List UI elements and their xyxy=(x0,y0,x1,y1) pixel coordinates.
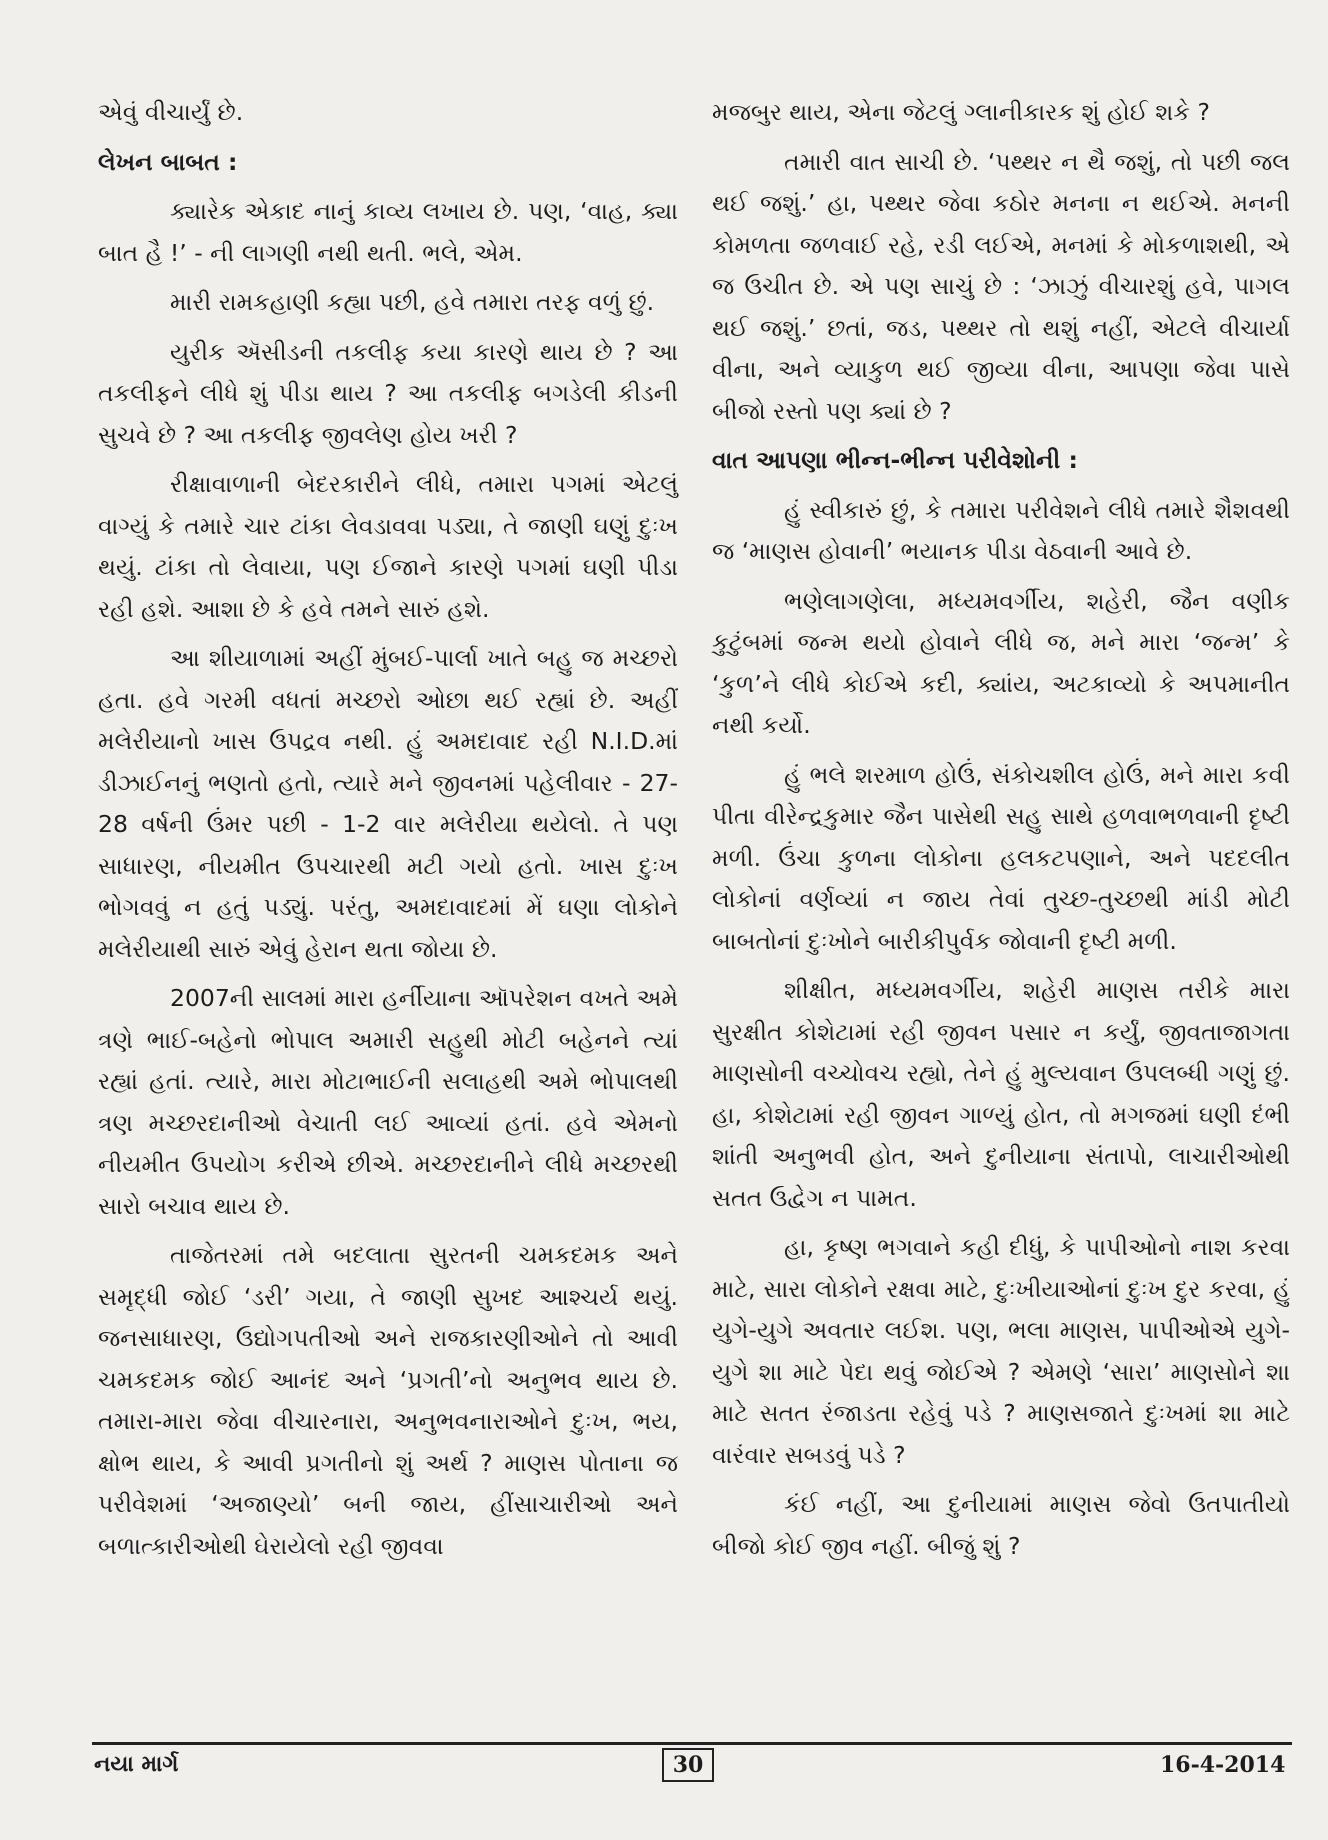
paragraph: રીક્ષાવાળાની બેદરકારીને લીધે, તમારા પગમાં એટલું વાગ્યું કે તમારે ચાર ટાંકા લેવડાવવા પડ્યા, તે જાણી ઘણું દુઃખ થયું. ટાંકા તો લેવાયા, પણ ઈજાને કારણે પગમાં ઘણી પીડા રહી હશે. આશા છે કે હવે તમને સારું હશે. xyxy=(98,470,678,623)
paragraph: ક્યારેક એકાદ નાનું કાવ્ય લખાય છે. પણ, ‘વાહ, ક્યા બાત હૈ !’ - ની લાગણી નથી થતી. ભલે, એમ. xyxy=(98,197,678,267)
paragraph: આ શીયાળામાં અહીં મુંબઈ-પાર્લા ખાતે બહુ જ મચ્છરો હતા. હવે ગરમી વધતાં મચ્છરો ઓછા થઈ રહ્યાં છે. અહીં મલેરીયાનો ખાસ ઉપદ્રવ નથી. હું અમદાવાદ રહી N.I.D.માં ડીઝાઈનનું ભણતો હતો, ત્યારે મને જીવનમાં પહેલીવાર - 27-28 વર્ષની ઉંમર પછી - 1-2 વાર મલેરીયા થયેલો. તે પણ સાધારણ, નીયમીત ઉપચારથી મટી ગયો હતો. ખાસ દુઃખ ભોગવવું ન હતું પડ્યું. પરંતુ, અમદાવાદમાં મેં ઘણા લોકોને મલેરીયાથી સારું એવું હેરાન થતા જોયા છે. xyxy=(98,644,678,963)
paragraph: તમારી વાત સાચી છે. ‘પથ્થર ન થૈ જશું, તો પછી જલ થઈ જશું.’ હા, પથ્થર જેવા કઠોર મનના ન થઈએ. મનની કોમળતા જળવાઈ રહે, રડી લઈએ, મનમાં કે મોકળાશથી, એ જ ઉચીત છે. એ પણ સાચું છે : ‘ઝાઝું વીચારશું હવે, પાગલ થઈ જશું.’ છતાં, જડ, પથ્થર તો થશું નહીં, એટલે વીચાર્યા વીના, અને વ્યાકુળ થઈ જીવ્યા વીના, આપણા જેવા પાસે બીજો રસ્તો પણ ક્યાં છે ? xyxy=(712,147,1290,425)
paragraph: શીક્ષીત, મધ્યમવર્ગીય, શહેરી માણસ તરીકે મારા સુરક્ષીત કોશેટામાં રહી જીવન પસાર ન કર્યું, જીવતાજાગતા માણસોની વચ્ચોવચ રહ્યો, તેને હું મુલ્યવાન ઉપલબ્ધી ગણું છું. હા, કોશેટામાં રહી જીવન ગાળ્યું હોત, તો મગજમાં ઘણી દંભી શાંતી અનુભવી હોત, અને દુનીયાના સંતાપો, લાચારીઓથી સતત ઉદ્વેગ ન પામત. xyxy=(712,976,1290,1212)
footer-divider xyxy=(92,1742,1292,1745)
section-heading: લેખન બાબત : xyxy=(98,147,238,176)
left-column xyxy=(98,92,678,1575)
paragraph: હું ભલે શરમાળ હોઉં, સંકોચશીલ હોઉં, મને મારા કવી પીતા વીરેન્દ્રકુમાર જૈન પાસેથી સહુ સાથે હળવાભળવાની દૃષ્ટી મળી. ઉંચા કુળના લોકોના હલકટપણાને, અને પદદલીત લોકોનાં વર્ણવ્યાં ન જાય તેવાં તુચ્છ-તુચ્છથી માંડી મોટી બાબતોનાં દુઃખોને બારીકીપુર્વક જોવાની દૃષ્ટી મળી. xyxy=(712,760,1290,955)
paragraph: ભણેલાગણેલા, મધ્યમવર્ગીય, શહેરી, જૈન વણીક કુટુંબમાં જન્મ થયો હોવાને લીધે જ, મને મારા ‘જન્મ’ કે ‘કુળ’ને લીધે કોઈએ કદી, ક્યાંય, અટકાવ્યો કે અપમાનીત નથી કર્યો. xyxy=(712,586,1290,739)
page-number: 30 xyxy=(662,1748,714,1782)
paragraph: યુરીક ઍસીડની તકલીફ કયા કારણે થાય છે ? આ તકલીફને લીધે શું પીડા થાય ? આ તકલીફ બગડેલી કીડની સુચવે છે ? આ તકલીફ જીવલેણ હોય ખરી ? xyxy=(98,337,678,449)
paragraph: હું સ્વીકારું છું, કે તમારા પરીવેશને લીધે તમારે શૈશવથી જ ‘માણસ હોવાની’ ભયાનક પીડા વેઠવાની આવે છે. xyxy=(712,495,1290,565)
paragraph: કંઈ નહીં, આ દુનીયામાં માણસ જેવો ઉતપાતીયો બીજો કોઈ જીવ નહીં. બીજું શું ? xyxy=(712,1490,1290,1560)
paragraph: એવું વીચાર્યું છે. xyxy=(98,98,244,126)
paragraph: તાજેતરમાં તમે બદલાતા સુરતની ચમકદમક અને સમૃદ્ધી જોઈ ‘ડરી’ ગયા, તે જાણી સુખદ આશ્ચર્ય થયું. જનસાધારણ, ઉદ્યોગપતીઓ અને રાજકારણીઓને તો આવી ચમકદમક જોઈ આનંદ અને ‘પ્રગતી’નો અનુભવ થાય છે. તમારા-મારા જેવા વીચારનારા, અનુભવનારાઓને દુઃખ, ભય, ક્ષોભ થાય, કે આવી પ્રગતીનો શું અર્થ ? માણસ પોતાના જ પરીવેશમાં ‘અજાણ્યો’ બની જાય, હીંસાચારીઓ અને બળાત્કારીઓથી ઘેરાયેલો રહી જીવવા xyxy=(98,1241,678,1560)
paragraph: હા, કૃષ્ણ ભગવાને કહી દીધું, કે પાપીઓનો નાશ કરવા માટે, સારા લોકોને રક્ષવા માટે, દુઃખીયાઓનાં દુઃખ દુર કરવા, હું યુગે-યુગે અવતાર લઈશ. પણ, ભલા માણસ, પાપીઓએ યુગે-યુગે શા માટે પેદા થવું જોઈએ ? એમણે ‘સારા’ માણસોને શા માટે સતત રંજાડતા રહેવું પડે ? માણસજાતે દુઃખમાં શા માટે વારંવાર સબડવું પડે ? xyxy=(712,1233,1290,1469)
paragraph: મારી રામકહાણી કહ્યા પછી, હવે તમારા તરફ વળું છું. xyxy=(170,288,655,316)
issue-date: 16-4-2014 xyxy=(1160,1752,1286,1778)
paragraph: મજબુર થાય, એના જેટલું ગ્લાનીકારક શું હોઈ શકે ? xyxy=(712,98,1210,126)
right-column xyxy=(712,92,1290,1575)
section-heading: વાત આપણા ભીન્ન-ભીન્ન પરીવેશોની : xyxy=(712,446,1078,474)
magazine-name: નયા માર્ગ xyxy=(94,1752,179,1777)
paragraph: 2007ની સાલમાં મારા હર્નીયાના ઑપરેશન વખતે અમે ત્રણે ભાઈ-બહેનો ભોપાલ અમારી સહુથી મોટી બહેનને ત્યાં રહ્યાં હતાં. ત્યારે, મારા મોટાભાઈની સલાહથી અમે ભોપાલથી ત્રણ મચ્છરદાનીઓ વેચાતી લઈ આવ્યાં હતાં. હવે એમનો નીયમીત ઉપયોગ કરીએ છીએ. મચ્છરદાનીને લીધે મચ્છરથી સારો બચાવ થાય છે. xyxy=(98,984,678,1220)
